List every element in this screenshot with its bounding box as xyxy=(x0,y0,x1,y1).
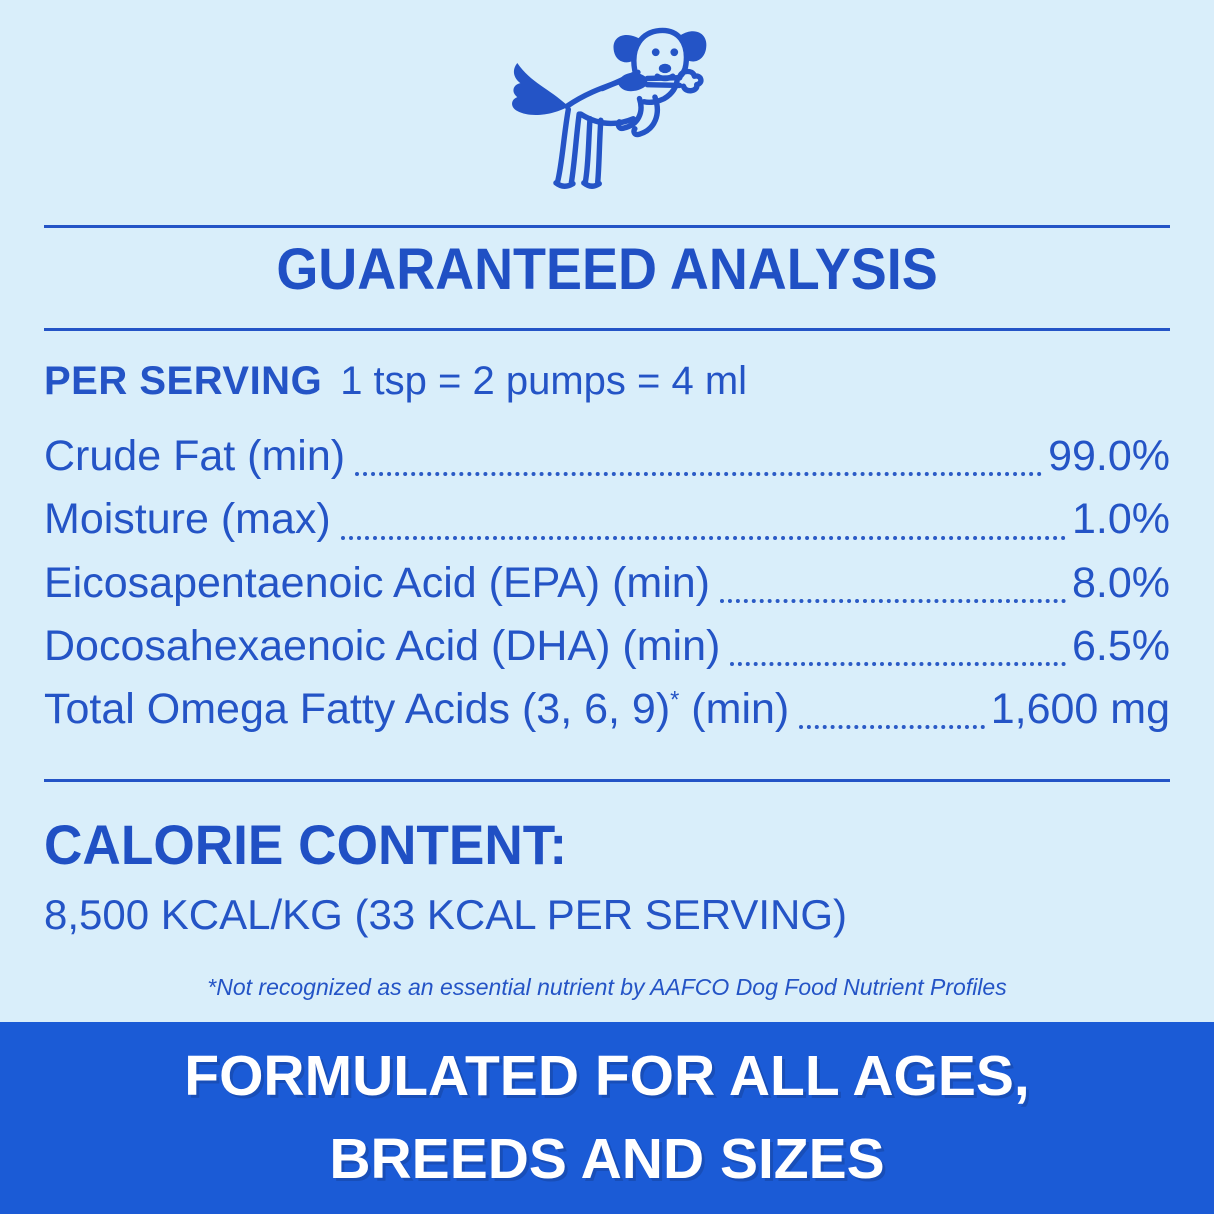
nutrient-row xyxy=(44,552,1170,615)
dot-leader xyxy=(355,472,1042,476)
nutrient-name: Moisture (max) xyxy=(44,495,331,544)
dog-with-bone-icon xyxy=(491,12,723,205)
calorie-content-heading: CALORIE CONTENT: xyxy=(44,813,568,877)
nutrient-value: 1.0% xyxy=(1071,495,1170,544)
per-serving-label: PER SERVING xyxy=(44,359,323,404)
nutrient-table xyxy=(44,425,1170,741)
dot-leader xyxy=(720,599,1066,603)
nutrient-name: Crude Fat (min) xyxy=(44,432,346,481)
nutrient-row xyxy=(44,425,1170,488)
nutrient-value: 8.0% xyxy=(1071,558,1170,607)
divider-under-title xyxy=(44,328,1170,331)
nutrient-value: 6.5% xyxy=(1071,621,1170,670)
nutrient-row xyxy=(44,488,1170,551)
footer-banner xyxy=(0,1022,1214,1214)
nutrient-row xyxy=(44,678,1170,741)
aafco-footnote: *Not recognized as an essential nutrient by AAFCO Dog Food Nutrient Profiles xyxy=(207,974,1007,1001)
nutrient-row xyxy=(44,615,1170,678)
per-serving-line xyxy=(44,357,1170,405)
nutrient-name: Eicosapentaenoic Acid (EPA) (min) xyxy=(44,558,710,607)
dot-leader xyxy=(341,536,1066,540)
serving-size-text: 1 tsp = 2 pumps = 4 ml xyxy=(340,359,748,404)
divider-above-calories xyxy=(44,779,1170,782)
nutrient-value: 99.0% xyxy=(1048,432,1170,481)
divider-top xyxy=(44,225,1170,228)
nutrient-value: 1,600 mg xyxy=(990,684,1170,733)
nutrient-name: Total Omega Fatty Acids (3, 6, 9)* (min) xyxy=(44,684,790,733)
banner-line-1: FORMULATED FOR ALL AGES, xyxy=(184,1044,1030,1109)
nutrient-name: Docosahexaenoic Acid (DHA) (min) xyxy=(44,621,721,670)
section-title: GUARANTEED ANALYSIS xyxy=(276,237,938,303)
calorie-content-value: 8,500 KCAL/KG (33 KCAL PER SERVING) xyxy=(44,890,848,938)
dot-leader xyxy=(799,725,984,729)
dot-leader xyxy=(730,662,1066,666)
banner-line-2: BREEDS AND SIZES xyxy=(329,1127,885,1191)
